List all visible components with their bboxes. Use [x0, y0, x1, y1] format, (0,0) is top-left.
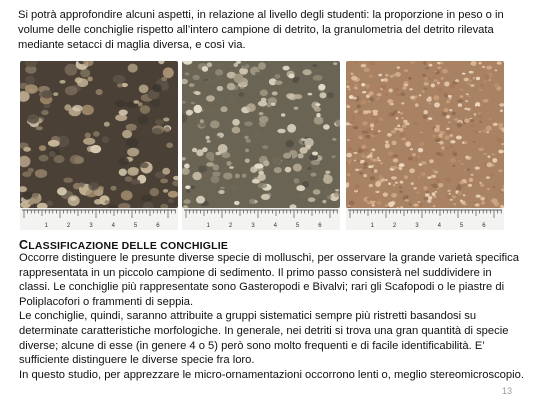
section-body [19, 251, 524, 382]
ruler-label: 1 [206, 223, 210, 229]
sediment-photos [20, 61, 505, 233]
section-heading-initial: C [19, 238, 29, 252]
ruler-label: 3 [251, 223, 255, 229]
ruler-label: 1 [370, 223, 374, 229]
ruler-label: 2 [392, 223, 397, 229]
medium-sediment-ruler [182, 208, 340, 230]
ruler-label: 1 [44, 223, 48, 229]
medium-sediment-photo [182, 61, 340, 208]
ruler-label: 3 [415, 223, 419, 229]
page-number: 13 [501, 386, 512, 396]
intro-paragraph: Si potrà approfondire alcuni aspetti, in relazione al livello degli studenti: la proporzione in peso o in volume delle conchiglie rispetto all’intero campione di detrito, la granulometria del detrito rilevata mediante setacci di maglia diversa, e così via. [18, 9, 504, 51]
coarse-sediment-ruler [20, 208, 178, 230]
ruler-label: 6 [318, 223, 322, 229]
ruler-label: 2 [66, 223, 71, 229]
ruler-label: 6 [156, 223, 160, 229]
body-paragraph: Le conchiglie, quindi, saranno attribuite a gruppi sistematici sempre più ristretti basandosi su determinate caratteristiche morfologiche. In generale, nei detriti si trova una gran quantità di specie diverse; alcune di esse (in genere 4 o 5) però sono molto frequenti e di facile identificabilità. E’ sufficiente distinguere le diverse specie fra loro. [19, 310, 509, 367]
fine-sediment-photo [346, 61, 504, 208]
ruler-label: 5 [133, 223, 138, 229]
fine-sediment-ruler [346, 208, 504, 230]
section-heading-rest: LASSIFICAZIONE DELLE CONCHIGLIE [28, 240, 229, 252]
ruler-label: 5 [459, 223, 464, 229]
section-heading [19, 238, 228, 252]
ruler-label: 6 [482, 223, 486, 229]
ruler-label: 2 [228, 223, 233, 229]
ruler-label: 4 [273, 223, 277, 229]
coarse-sediment-photo [20, 61, 178, 208]
body-paragraph: Occorre distinguere le presunte diverse specie di molluschi, per osservare la grande varietà specifica rappresentata in un piccolo campione di sedimento. Il primo passo consisterà nel suddividere in classi. Le conchiglie più rappresentate sono Gasteropodi e Bivalvi; rari gli Scafopodi o le piastre di Poliplacofori o frammenti di seppia. [19, 252, 519, 308]
body-paragraph: In questo studio, per apprezzare le micro-ornamentazioni occorrono lenti o, meglio stereomicroscopio. [19, 368, 524, 381]
ruler-label: 4 [437, 223, 441, 229]
ruler-label: 4 [111, 223, 115, 229]
ruler-label: 3 [89, 223, 93, 229]
ruler-label: 5 [295, 223, 300, 229]
